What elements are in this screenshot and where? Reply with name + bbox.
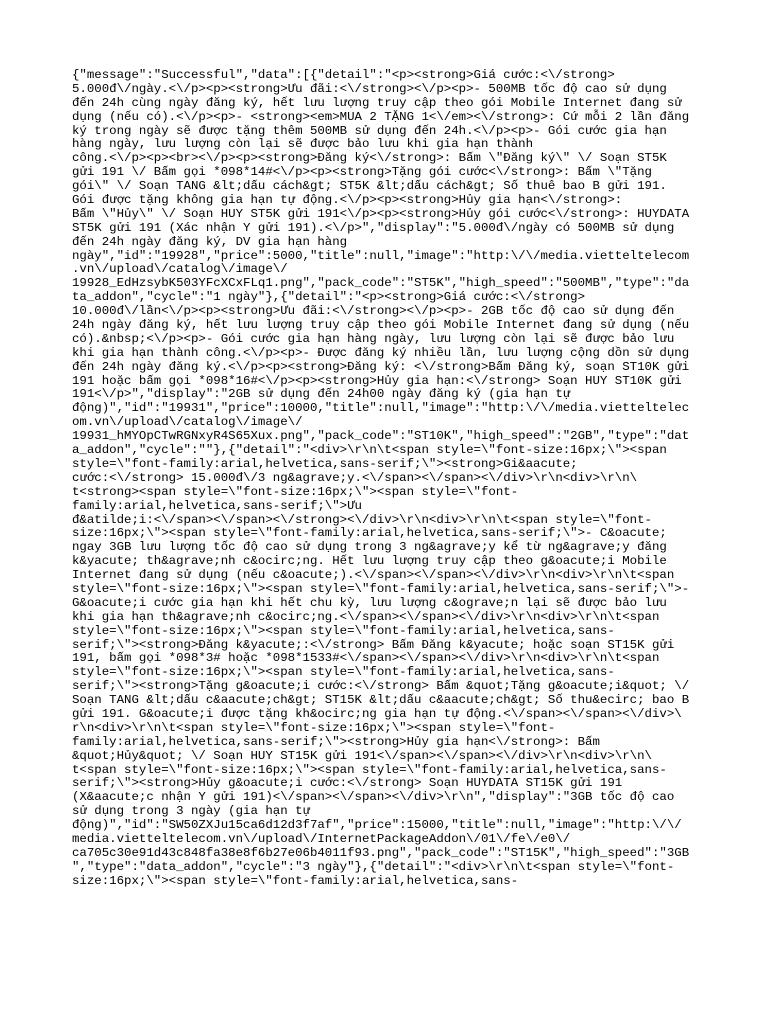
text-line: Soạn TANG &lt;dấu c&aacute;ch&gt; ST15K &lt;dấu c&aacute;ch&gt; Số thu&ecirc; bao B <box>72 693 690 708</box>
text-line: 10.000đ\/lần<\/p><p><strong>Ưu đãi:<\/strong><\/p><p>- 2GB tốc độ cao sử dụng đến <box>72 304 675 319</box>
text-line: style=\"font-family:arial,helvetica,sans-serif;\"><strong>Gi&aacute; <box>72 456 578 471</box>
text-line: sử dụng trong 3 ngày (gia hạn tự <box>72 804 310 819</box>
text-line: 19931_hMYOpCTwRGNxyR4S65Xux.png","pack_code":"ST10K","high_speed":"2GB","type":"dat <box>72 429 690 444</box>
text-line: có).&nbsp;<\/p><p>- Gói cước gia hạn hàng ngày, lưu lượng còn lại sẽ được bảo lưu <box>72 331 675 346</box>
text-line: cước:<\/strong> 15.000đ\/3 ng&agrave;y.<\/span><\/span><\/div>\r\n<div>\r\n\ <box>72 470 638 485</box>
text-line: &quot;Hủy&quot; \/ Soạn HUY ST15K gửi 191<\/span><\/span><\/div>\r\n<div>\r\n\ <box>72 748 652 763</box>
text-line: .vn\/upload\/catalog\/image\/ <box>72 262 288 277</box>
text-line: 191 hoặc bấm gọi *098*16#<\/p><p><strong>Hủy gia hạn:<\/strong> Soạn HUY ST10K gửi <box>72 373 682 388</box>
text-line: đến 24h cùng ngày đăng ký, hết lưu lượng truy cập theo gói Mobile Internet đang sử <box>72 95 682 110</box>
text-line: 5.000đ\/ngày.<\/p><p><strong>Ưu đãi:<\/strong><\/p><p>- 500MB tốc độ cao sử dụng <box>72 81 667 96</box>
text-line: ngay 3GB lưu lượng tốc độ cao sử dụng trong 3 ng&agrave;y kể từ ng&agrave;y đăng <box>72 540 667 555</box>
text-line: ca705c30e91d43c848fa38e8f6b27e06b4011f93.png","pack_code":"ST15K","high_speed":"3GB <box>72 845 690 860</box>
text-line: hàng ngày, lưu lượng còn lại sẽ được bảo lưu khi gia hạn thành <box>72 137 534 152</box>
text-line: Bấm \"Hủy\" \/ Soạn HUY ST5K gửi 191<\/p><p><strong>Hủy gói cước<\/strong>: HUYDATA <box>72 206 690 221</box>
text-line: gửi 191. G&oacute;i được tặng kh&ocirc;ng gia hạn tự động.<\/span><\/span><\/div>\ <box>72 706 682 721</box>
text-line: gửi 191 \/ Bấm gọi *098*14#<\/p><p><strong>Tặng gói cước<\/strong>: Bấm \"Tặng <box>72 165 652 180</box>
text-line: t<strong><span style=\"font-size:16px;\"><span style=\"font- <box>72 484 519 499</box>
text-line: r\n<div>\r\n\t<span style=\"font-size:16px;\"><span style=\"font- <box>72 720 556 735</box>
text-line: G&oacute;i cước gia hạn khi hết chu kỳ, lưu lượng c&ograve;n lại sẽ được bảo lưu <box>72 595 667 610</box>
text-line: ta_addon","cycle":"1 ngày"},{"detail":"<p><strong>Giá cước:<\/strong> <box>72 290 586 305</box>
text-line: khi gia hạn th&agrave;nh c&ocirc;ng.<\/span><\/span><\/div>\r\n<div>\r\n\t<span <box>72 609 660 624</box>
text-line: style=\"font-size:16px;\"><span style=\"font-family:arial,helvetica,sans- <box>72 623 615 638</box>
text-line: 191, bấm gọi *098*3# hoặc *098*1533#<\/span><\/span><\/div>\r\n<div>\r\n\t<span <box>72 651 660 666</box>
text-line: {"message":"Successful","data":[{"detail":"<p><strong>Giá cước:<\/strong> <box>72 68 615 82</box>
text-line: media.vietteltelecom.vn\/upload\/InternetPackageAddon\/01\/fe\/e0\/ <box>72 831 571 846</box>
text-line: Gói được tặng không gia hạn tự động.<\/p><p><strong>Hủy gia hạn<\/strong>: <box>72 193 623 208</box>
text-line: đ&atilde;i:<\/span><\/span><\/strong><\/div>\r\n<div>\r\n\t<span style=\"font- <box>72 512 652 527</box>
text-line: (X&aacute;c nhận Y gửi 191)<\/span><\/span><\/div>\r\n","display":"3GB tốc độ cao <box>72 790 675 805</box>
text-line: động)","id":"19931","price":10000,"title":null,"image":"http:\/\/media.vietteltelec <box>72 401 690 416</box>
text-line: đến 24h ngày đăng ký, DV gia hạn hàng <box>72 234 348 249</box>
text-line: k&yacute; th&agrave;nh c&ocirc;ng. Hết lưu lượng truy cập theo g&oacute;i Mobile <box>72 554 667 569</box>
json-text-body <box>72 69 702 889</box>
text-line: a_addon","cycle":""},{"detail":"<div>\r\n\t<span style=\"font-size:16px;\"><span <box>72 443 667 458</box>
text-line: serif;\"><strong>Đăng k&yacute;:<\/strong> Bấm Đăng k&yacute; hoặc soạn ST15K gửi <box>72 637 675 652</box>
text-line: ngày","id":"19928","price":5000,"title":null,"image":"http:\/\/media.vietteltelecom <box>72 248 690 263</box>
text-line: size:16px;\"><span style=\"font-family:arial,helvetica,sans-serif;\">- C&oacute; <box>72 526 667 541</box>
text-line: om.vn\/upload\/catalog\/image\/ <box>72 415 303 430</box>
text-line: family:arial,helvetica,sans-serif;\"><strong>Hủy gia hạn<\/strong>: Bấm <box>72 734 600 749</box>
text-line: 24h ngày đăng ký, hết lưu lượng truy cập theo gói Mobile Internet đang sử dụng (nếu <box>72 318 690 333</box>
text-line: ","type":"data_addon","cycle":"3 ngày"},{"detail":"<div>\r\n\t<span style=\"font- <box>72 859 675 874</box>
text-line: serif;\"><strong>Hủy g&oacute;i cước:<\/strong> Soạn HUYDATA ST15K gửi 191 <box>72 776 623 791</box>
text-line: size:16px;\"><span style=\"font-family:arial,helvetica,sans- <box>72 873 519 888</box>
text-line: công.<\/p><p><br><\/p><p><strong>Đăng ký<\/strong>: Bấm \"Đăng ký\" \/ Soạn ST5K <box>72 151 667 166</box>
text-line: dụng (nếu có).<\/p><p>- <strong><em>MUA 2 TẶNG 1<\/em><\/strong>: Cứ mỗi 2 lần đăng <box>72 109 690 124</box>
text-line: 191<\/p>","display":"2GB sử dụng đến 24h00 ngày đăng ký (gia hạn tự <box>72 387 571 402</box>
text-line: ST5K gửi 191 (Xác nhận Y gửi 191).<\/p>","display":"5.000đ\/ngày có 500MB sử dụng <box>72 220 675 235</box>
text-line: đến 24h ngày đăng ký.<\/p><p><strong>Đăng ký: <\/strong>Bấm Đăng ký, soạn ST10K gửi <box>72 359 690 374</box>
text-line: style=\"font-size:16px;\"><span style=\"font-family:arial,helvetica,sans-serif;\">- <box>72 581 690 596</box>
text-line: family:arial,helvetica,sans-serif;\">Ưu <box>72 498 362 513</box>
text-line: động)","id":"SW50ZXJu15ca6d12d3f7af","price":15000,"title":null,"image":"http:\/\/ <box>72 818 682 833</box>
text-line: khi gia hạn thành công.<\/p><p>- Được đăng ký nhiều lần, lưu lượng cộng dồn sử dụng <box>72 345 690 360</box>
text-line: t<span style=\"font-size:16px;\"><span style=\"font-family:arial,helvetica,sans- <box>72 762 667 777</box>
text-line: style=\"font-size:16px;\"><span style=\"font-family:arial,helvetica,sans- <box>72 665 615 680</box>
text-line: Internet đang sử dụng (nếu c&oacute;).<\/span><\/span><\/div>\r\n<div>\r\n\t<span <box>72 568 675 583</box>
text-line: ký trong ngày sẽ được tặng thêm 500MB sử dụng đến 24h.<\/p><p>- Gói cước gia hạn <box>72 123 667 138</box>
text-line: 19928_EdHzsybK503YFcXCxFLq1.png","pack_code":"ST5K","high_speed":"500MB","type":"da <box>72 276 690 291</box>
text-line: serif;\"><strong>Tặng g&oacute;i cước:<\/strong> Bấm &quot;Tặng g&oacute;i&quot; \/ <box>72 679 690 694</box>
text-line: gói\" \/ Soạn TANG &lt;dấu cách&gt; ST5K &lt;dấu cách&gt; Số thuê bao B gửi 191. <box>72 179 667 194</box>
